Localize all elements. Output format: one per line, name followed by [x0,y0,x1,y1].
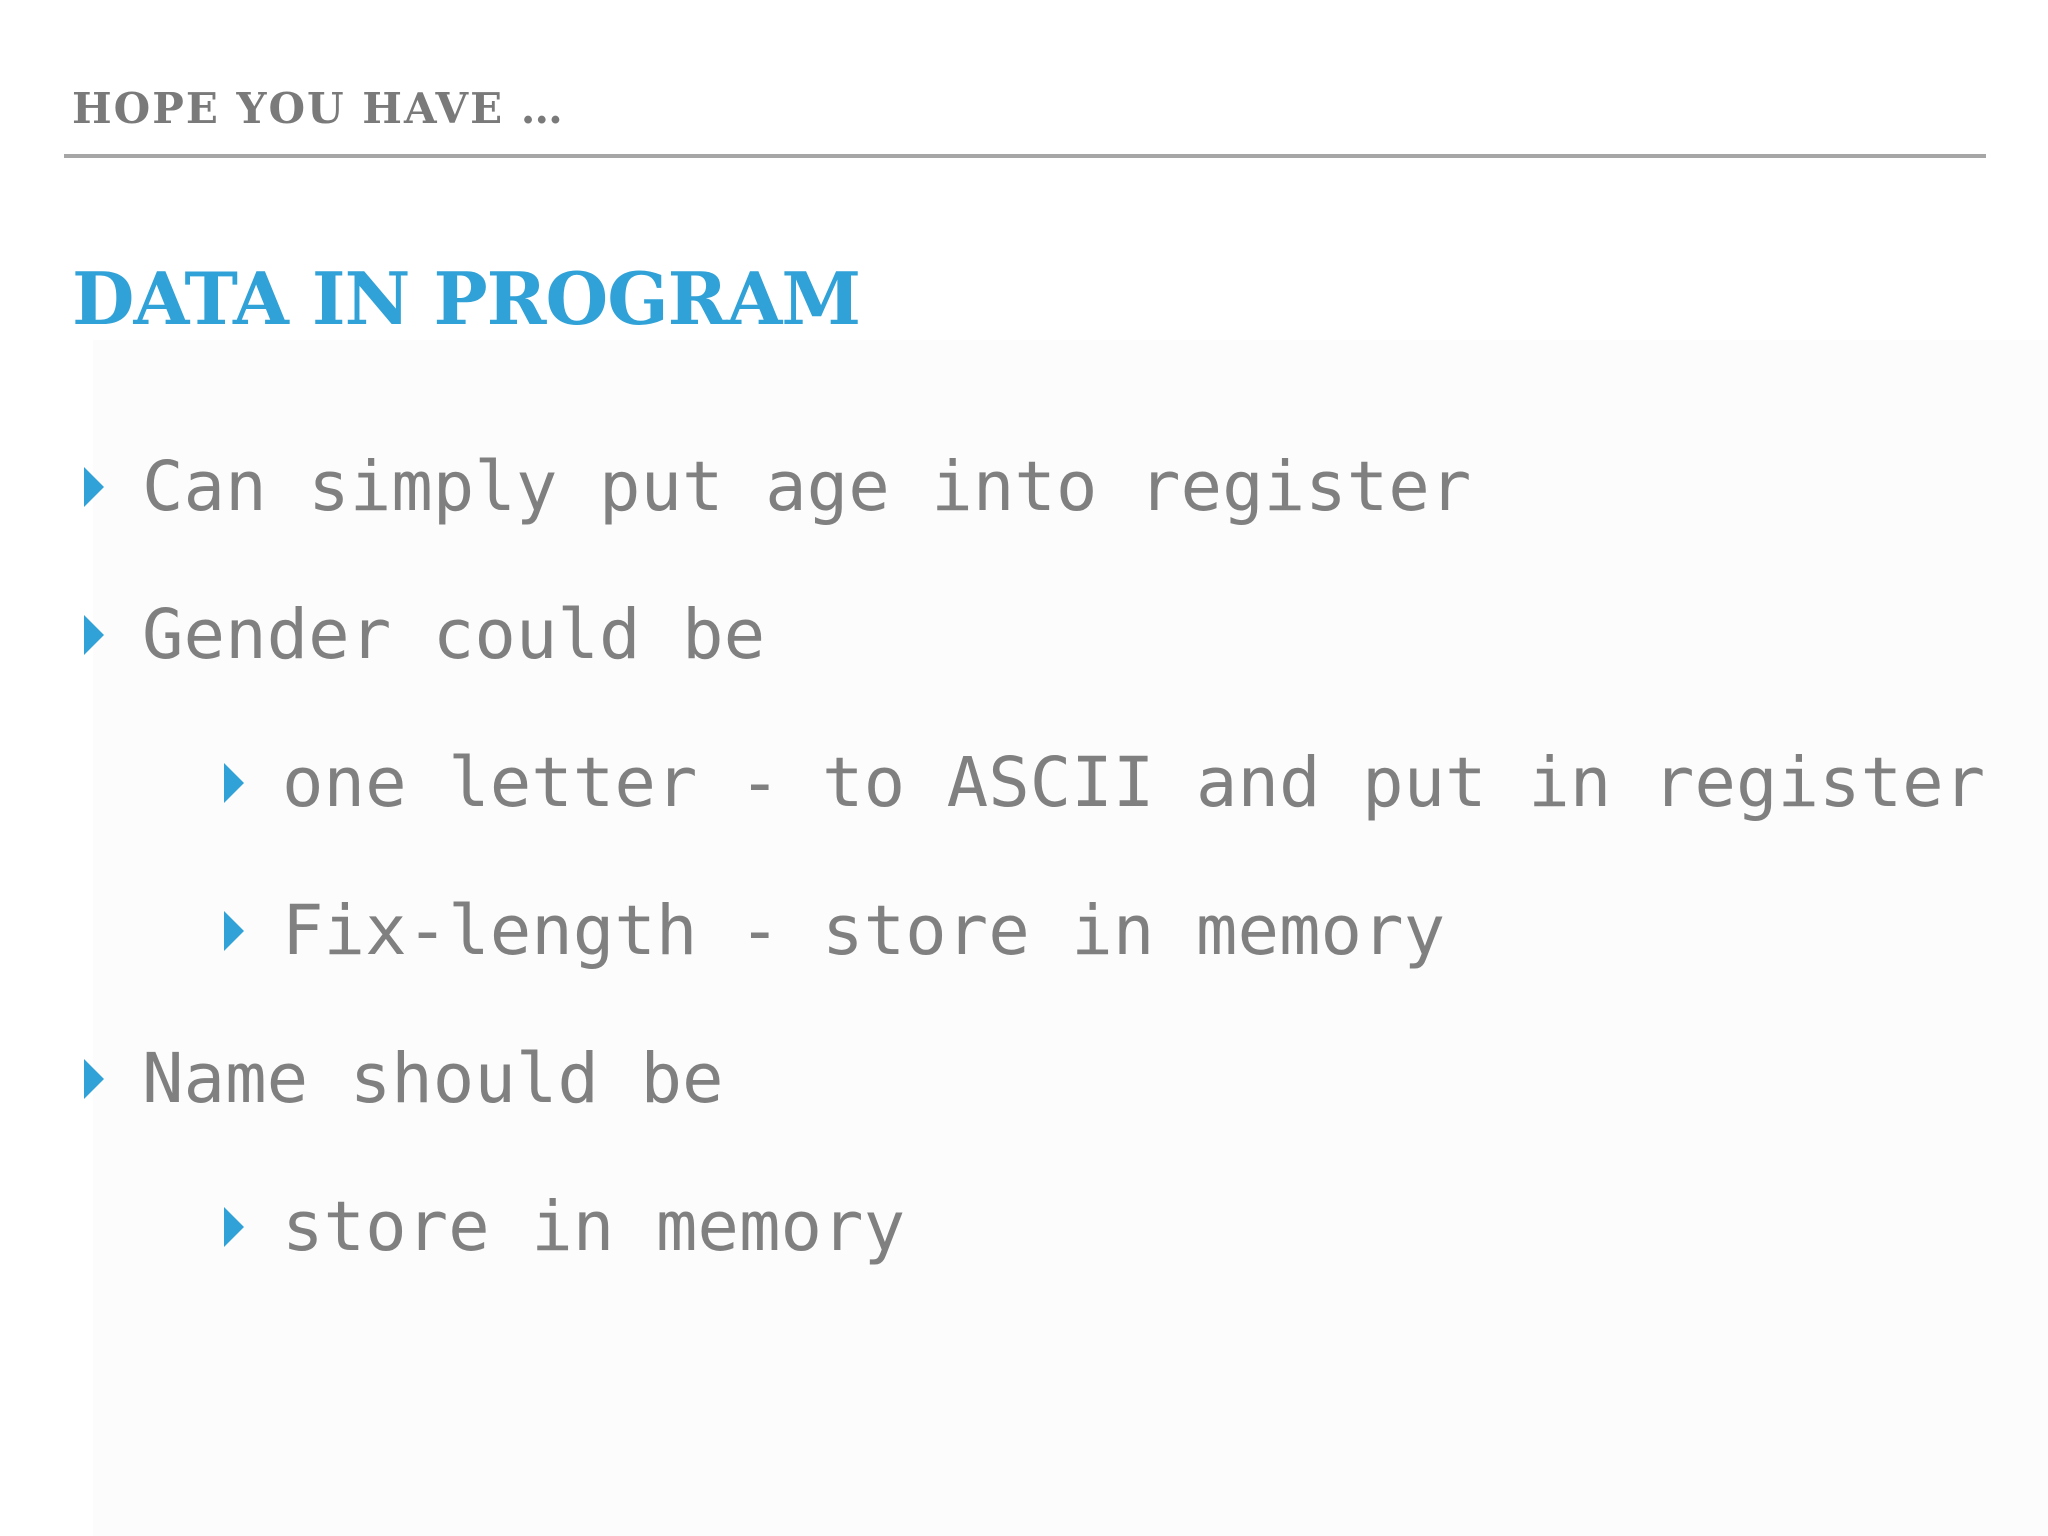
bullet-item [84,590,765,680]
bullet-text: Fix-length - store in memory [282,891,1446,971]
slide-title: DATA IN PROGRAM [72,256,861,341]
triangle-bullet-icon [224,911,244,951]
sub-bullet-item [224,738,1985,828]
section-header: HOPE YOU HAVE … [72,84,565,133]
bullet-item [84,1034,724,1124]
sub-bullet-item [224,1182,905,1272]
bullet-text: store in memory [282,1187,906,1267]
bullet-text: Name should be [142,1039,724,1119]
sub-bullet-item [224,886,1445,976]
bullet-text: Gender could be [142,595,766,675]
triangle-bullet-icon [224,763,244,803]
triangle-bullet-icon [84,467,104,507]
bullet-item [84,442,1471,532]
triangle-bullet-icon [84,1059,104,1099]
triangle-bullet-icon [224,1207,244,1247]
triangle-bullet-icon [84,615,104,655]
bullet-text: one letter - to ASCII and put in register [282,743,1986,823]
bullet-text: Can simply put age into register [142,447,1472,527]
header-divider [64,154,1986,158]
